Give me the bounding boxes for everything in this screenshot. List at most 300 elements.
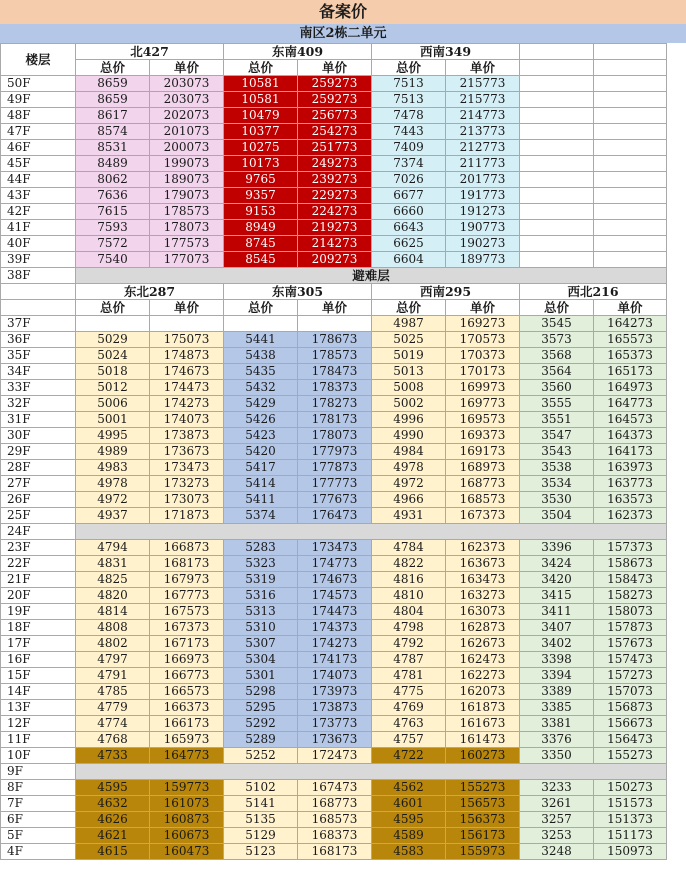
floor-label: 44F [1,172,76,188]
total-price-cell: 7593 [76,220,150,236]
total-price-cell [520,92,594,108]
unit-price-cell: 162073 [446,684,520,700]
total-price-cell: 5018 [76,364,150,380]
total-price-cell: 5129 [224,828,298,844]
unit-price-cell: 170373 [446,348,520,364]
total-price-cell: 5295 [224,700,298,716]
total-price-cell: 4792 [372,636,446,652]
unit-price-cell: 163473 [446,572,520,588]
unit-price-cell: 168573 [298,812,372,828]
unit-price-cell: 163773 [594,476,667,492]
total-price-cell: 4996 [372,412,446,428]
table-row [1,636,667,652]
total-price-cell: 5141 [224,796,298,812]
unit-price-cell: 164773 [594,396,667,412]
unit-price-cell: 174373 [298,620,372,636]
unit-price-cell: 178473 [298,364,372,380]
unit-price-cell: 259273 [298,92,372,108]
total-price-cell: 3350 [520,748,594,764]
unit-price-cell: 178573 [298,348,372,364]
total-price-cell [520,172,594,188]
floor-label: 15F [1,668,76,684]
total-price-cell: 4987 [372,316,446,332]
unit-price-cell: 178373 [298,380,372,396]
building-unit-title: 南区2栋二单元 [0,24,686,43]
unit-price-cell: 169773 [446,396,520,412]
total-price-cell: 4802 [76,636,150,652]
floor-label: 4F [1,844,76,860]
refuge-row [1,764,667,780]
floor-label: 22F [1,556,76,572]
unit-price-cell: 179073 [150,188,224,204]
sheet-title: 备案价 [0,0,686,24]
total-price-cell: 7615 [76,204,150,220]
unit-price-cell: 259273 [298,76,372,92]
unit-price-cell: 151173 [594,828,667,844]
unit-price-cell: 158273 [594,588,667,604]
unit-price-cell: 190773 [446,220,520,236]
total-price-cell: 3233 [520,780,594,796]
unit-price-cell: 166173 [150,716,224,732]
total-price-cell: 3547 [520,428,594,444]
total-price-cell: 10275 [224,140,298,156]
unit-price-cell: 162673 [446,636,520,652]
unit-price-cell: 169273 [446,316,520,332]
total-price-cell: 4931 [372,508,446,524]
unit-price-cell: 157873 [594,620,667,636]
floor-label: 43F [1,188,76,204]
table-row [1,76,667,92]
total-price-cell: 4787 [372,652,446,668]
total-price-cell: 3411 [520,604,594,620]
table-row [1,604,667,620]
total-price-cell: 5432 [224,380,298,396]
floor-label: 33F [1,380,76,396]
total-price-cell: 7478 [372,108,446,124]
total-price-cell: 3402 [520,636,594,652]
refuge-floor-label: 避难层 [76,268,667,284]
unit-price-cell: 256773 [298,108,372,124]
total-price-cell: 5301 [224,668,298,684]
total-price-cell: 10173 [224,156,298,172]
unit-price-cell: 164773 [150,748,224,764]
unit-price-cell: 177973 [298,444,372,460]
blank-cell [594,44,667,60]
unit-price-cell: 209273 [298,252,372,268]
total-price-cell: 4831 [76,556,150,572]
upper-unit-header-row [1,44,667,60]
floor-label: 35F [1,348,76,364]
total-price-cell: 5441 [224,332,298,348]
table-row [1,508,667,524]
floor-label: 12F [1,716,76,732]
table-row [1,220,667,236]
table-row [1,364,667,380]
total-price-cell [520,252,594,268]
unit-price-cell [594,76,667,92]
table-row [1,700,667,716]
unit-price-cell: 160273 [446,748,520,764]
total-price-cell: 4814 [76,604,150,620]
table-row [1,108,667,124]
unit-price-cell: 174673 [298,572,372,588]
table-row [1,476,667,492]
table-row [1,92,667,108]
table-row [1,348,667,364]
total-price-cell: 3248 [520,844,594,860]
blank-cell [520,60,594,76]
total-price-cell: 3543 [520,444,594,460]
unit-price-cell: 174473 [298,604,372,620]
floor-label: 31F [1,412,76,428]
floor-label: 38F [1,268,76,284]
total-price-cell: 3568 [520,348,594,364]
table-row [1,780,667,796]
price-grid [0,43,667,860]
floor-label: 16F [1,652,76,668]
floor-label: 23F [1,540,76,556]
table-row [1,396,667,412]
table-row [1,716,667,732]
total-price-cell: 10377 [224,124,298,140]
total-price-cell: 5292 [224,716,298,732]
total-price-cell: 7374 [372,156,446,172]
unit-price-cell [594,156,667,172]
table-row [1,556,667,572]
total-price-cell: 4791 [76,668,150,684]
total-price-cell: 5304 [224,652,298,668]
total-price-cell: 5435 [224,364,298,380]
unit-price-cell: 249273 [298,156,372,172]
unit-price-cell: 166373 [150,700,224,716]
total-price-cell: 5102 [224,780,298,796]
total-price-cell: 3415 [520,588,594,604]
total-price-cell: 4768 [76,732,150,748]
unit-price-cell: 150973 [594,844,667,860]
total-price-cell: 3538 [520,460,594,476]
total-price-header: 总价 [76,60,150,76]
refuge-row [1,268,667,284]
unit-price-cell: 161073 [150,796,224,812]
total-price-cell: 5310 [224,620,298,636]
unit-price-cell: 168773 [446,476,520,492]
unit-price-header: 单价 [150,300,224,316]
unit-price-cell: 168973 [446,460,520,476]
total-price-cell: 4589 [372,828,446,844]
floor-label: 32F [1,396,76,412]
table-row [1,188,667,204]
unit-price-header: 单价 [298,60,372,76]
unit-price-cell: 229273 [298,188,372,204]
unit-price-cell: 174473 [150,380,224,396]
table-row [1,540,667,556]
total-price-cell: 3530 [520,492,594,508]
unit-price-cell: 151373 [594,812,667,828]
unit-price-cell: 199073 [150,156,224,172]
total-price-cell: 8489 [76,156,150,172]
total-price-cell: 8659 [76,92,150,108]
unit-price-cell: 174873 [150,348,224,364]
total-price-cell: 4595 [76,780,150,796]
total-price-cell: 4804 [372,604,446,620]
total-price-cell: 6677 [372,188,446,204]
unit-price-cell: 173473 [150,460,224,476]
unit-price-cell: 173673 [298,732,372,748]
unit-price-cell: 157473 [594,652,667,668]
total-price-cell: 5012 [76,380,150,396]
blank-cell [594,60,667,76]
unit-price-header: 单价 [446,60,520,76]
total-price-cell [224,316,298,332]
total-price-cell: 9357 [224,188,298,204]
total-price-cell: 4562 [372,780,446,796]
table-row [1,140,667,156]
total-price-cell: 7636 [76,188,150,204]
total-price-cell: 3376 [520,732,594,748]
unit-price-cell: 163273 [446,588,520,604]
table-row [1,252,667,268]
total-price-cell: 3398 [520,652,594,668]
unit-price-header: 单价 [594,300,667,316]
unit-price-cell: 162373 [594,508,667,524]
refuge-blank [76,524,667,540]
unit-price-cell: 215773 [446,76,520,92]
total-price-cell: 4794 [76,540,150,556]
total-price-cell: 3551 [520,412,594,428]
unit-price-cell: 174673 [150,364,224,380]
floor-label: 36F [1,332,76,348]
unit-price-cell: 158673 [594,556,667,572]
unit-price-cell: 156573 [446,796,520,812]
total-price-cell: 6604 [372,252,446,268]
table-row [1,156,667,172]
total-price-cell [520,204,594,220]
total-price-cell: 5001 [76,412,150,428]
unit-price-cell: 173673 [150,444,224,460]
floor-label: 6F [1,812,76,828]
unit-price-cell: 174273 [150,396,224,412]
total-price-cell: 3381 [520,716,594,732]
total-price-cell: 4978 [76,476,150,492]
unit-price-cell [594,252,667,268]
floor-label: 26F [1,492,76,508]
unit-price-cell [298,316,372,332]
table-row [1,652,667,668]
unit-price-cell: 172473 [298,748,372,764]
total-price-cell [520,236,594,252]
total-price-header: 总价 [372,300,446,316]
total-price-cell: 5013 [372,364,446,380]
unit-price-cell: 178073 [150,220,224,236]
table-row [1,204,667,220]
total-price-cell: 5316 [224,588,298,604]
unit-price-cell: 166573 [150,684,224,700]
unit-price-cell: 203073 [150,92,224,108]
total-price-header: 总价 [224,60,298,76]
floor-label: 42F [1,204,76,220]
table-row [1,684,667,700]
total-price-cell: 4825 [76,572,150,588]
floor-label: 13F [1,700,76,716]
blank-cell [520,44,594,60]
unit-price-cell: 203073 [150,76,224,92]
unit-price-cell: 178073 [298,428,372,444]
table-row [1,492,667,508]
unit-price-cell: 150273 [594,780,667,796]
unit-price-cell: 169973 [446,380,520,396]
table-row [1,412,667,428]
unit-price-cell: 174073 [298,668,372,684]
total-price-cell: 4583 [372,844,446,860]
total-price-cell: 5123 [224,844,298,860]
table-row [1,812,667,828]
table-row [1,732,667,748]
unit-price-cell: 164173 [594,444,667,460]
unit-price-cell: 165573 [594,332,667,348]
table-row [1,620,667,636]
total-price-cell: 3424 [520,556,594,572]
floor-label: 28F [1,460,76,476]
total-price-cell: 4798 [372,620,446,636]
unit-price-cell: 167373 [446,508,520,524]
total-price-cell [520,76,594,92]
unit-price-cell: 162273 [446,668,520,684]
total-price-cell: 8545 [224,252,298,268]
total-price-cell: 7443 [372,124,446,140]
total-price-cell: 4615 [76,844,150,860]
unit-price-cell: 167973 [150,572,224,588]
unit-header: 西南349 [372,44,520,60]
unit-price-cell [594,124,667,140]
total-price-cell: 3420 [520,572,594,588]
table-row [1,380,667,396]
refuge-row [1,524,667,540]
total-price-cell: 5438 [224,348,298,364]
total-price-cell: 4763 [372,716,446,732]
table-row [1,460,667,476]
unit-price-cell: 156173 [446,828,520,844]
unit-price-cell: 162473 [446,652,520,668]
total-price-cell: 8062 [76,172,150,188]
unit-price-cell: 175073 [150,332,224,348]
unit-price-cell: 173873 [150,428,224,444]
floor-label: 29F [1,444,76,460]
total-price-cell [520,156,594,172]
total-price-cell: 4595 [372,812,446,828]
unit-price-cell: 155273 [594,748,667,764]
total-price-cell: 3396 [520,540,594,556]
unit-price-cell [594,108,667,124]
unit-price-cell: 174173 [298,652,372,668]
unit-price-cell [594,204,667,220]
total-price-cell: 4937 [76,508,150,524]
total-price-cell: 5024 [76,348,150,364]
unit-price-cell: 254273 [298,124,372,140]
unit-price-cell: 162373 [446,540,520,556]
total-price-cell: 5323 [224,556,298,572]
table-row [1,444,667,460]
total-price-cell: 4769 [372,700,446,716]
unit-price-cell: 163673 [446,556,520,572]
floor-label: 50F [1,76,76,92]
table-row [1,588,667,604]
unit-price-cell: 169373 [446,428,520,444]
unit-price-cell: 169573 [446,412,520,428]
unit-header: 西南295 [372,284,520,300]
unit-price-cell: 162873 [446,620,520,636]
unit-price-cell: 251773 [298,140,372,156]
total-price-cell [520,124,594,140]
floor-label: 17F [1,636,76,652]
unit-price-cell: 219273 [298,220,372,236]
total-price-cell: 9153 [224,204,298,220]
unit-price-cell: 166773 [150,668,224,684]
total-price-cell: 4781 [372,668,446,684]
floor-label: 10F [1,748,76,764]
total-price-cell: 3389 [520,684,594,700]
unit-price-cell: 174573 [298,588,372,604]
table-row [1,748,667,764]
floor-label: 39F [1,252,76,268]
total-price-cell: 3407 [520,620,594,636]
total-price-cell [76,316,150,332]
unit-price-cell: 177673 [298,492,372,508]
total-price-cell: 3253 [520,828,594,844]
floor-label: 24F [1,524,76,540]
floor-label: 47F [1,124,76,140]
total-price-cell: 4995 [76,428,150,444]
unit-price-cell: 158073 [594,604,667,620]
unit-price-cell: 178573 [150,204,224,220]
unit-price-cell: 168573 [446,492,520,508]
floor-label: 37F [1,316,76,332]
total-price-cell: 5429 [224,396,298,412]
total-price-cell: 5374 [224,508,298,524]
unit-price-cell: 173773 [298,716,372,732]
floor-label: 25F [1,508,76,524]
blank-cell [1,284,76,300]
total-price-cell: 9765 [224,172,298,188]
total-price-cell: 3564 [520,364,594,380]
total-price-cell: 5307 [224,636,298,652]
unit-price-cell: 211773 [446,156,520,172]
total-price-cell: 4990 [372,428,446,444]
unit-price-cell: 163973 [594,460,667,476]
unit-price-cell: 163573 [594,492,667,508]
total-price-cell: 5135 [224,812,298,828]
floor-label: 30F [1,428,76,444]
unit-price-cell: 173473 [298,540,372,556]
unit-price-cell: 164373 [594,428,667,444]
unit-price-cell: 224273 [298,204,372,220]
total-price-cell: 7572 [76,236,150,252]
floor-label: 21F [1,572,76,588]
total-price-cell: 4621 [76,828,150,844]
unit-header: 东南409 [224,44,372,60]
total-price-cell: 5002 [372,396,446,412]
total-price-cell: 4984 [372,444,446,460]
unit-header: 北427 [76,44,224,60]
unit-price-cell: 174073 [150,412,224,428]
unit-price-cell: 164973 [594,380,667,396]
total-price-cell: 4810 [372,588,446,604]
floor-label: 8F [1,780,76,796]
total-price-cell [520,220,594,236]
unit-price-cell: 164573 [594,412,667,428]
total-price-cell: 6643 [372,220,446,236]
unit-price-cell: 171873 [150,508,224,524]
table-row [1,172,667,188]
